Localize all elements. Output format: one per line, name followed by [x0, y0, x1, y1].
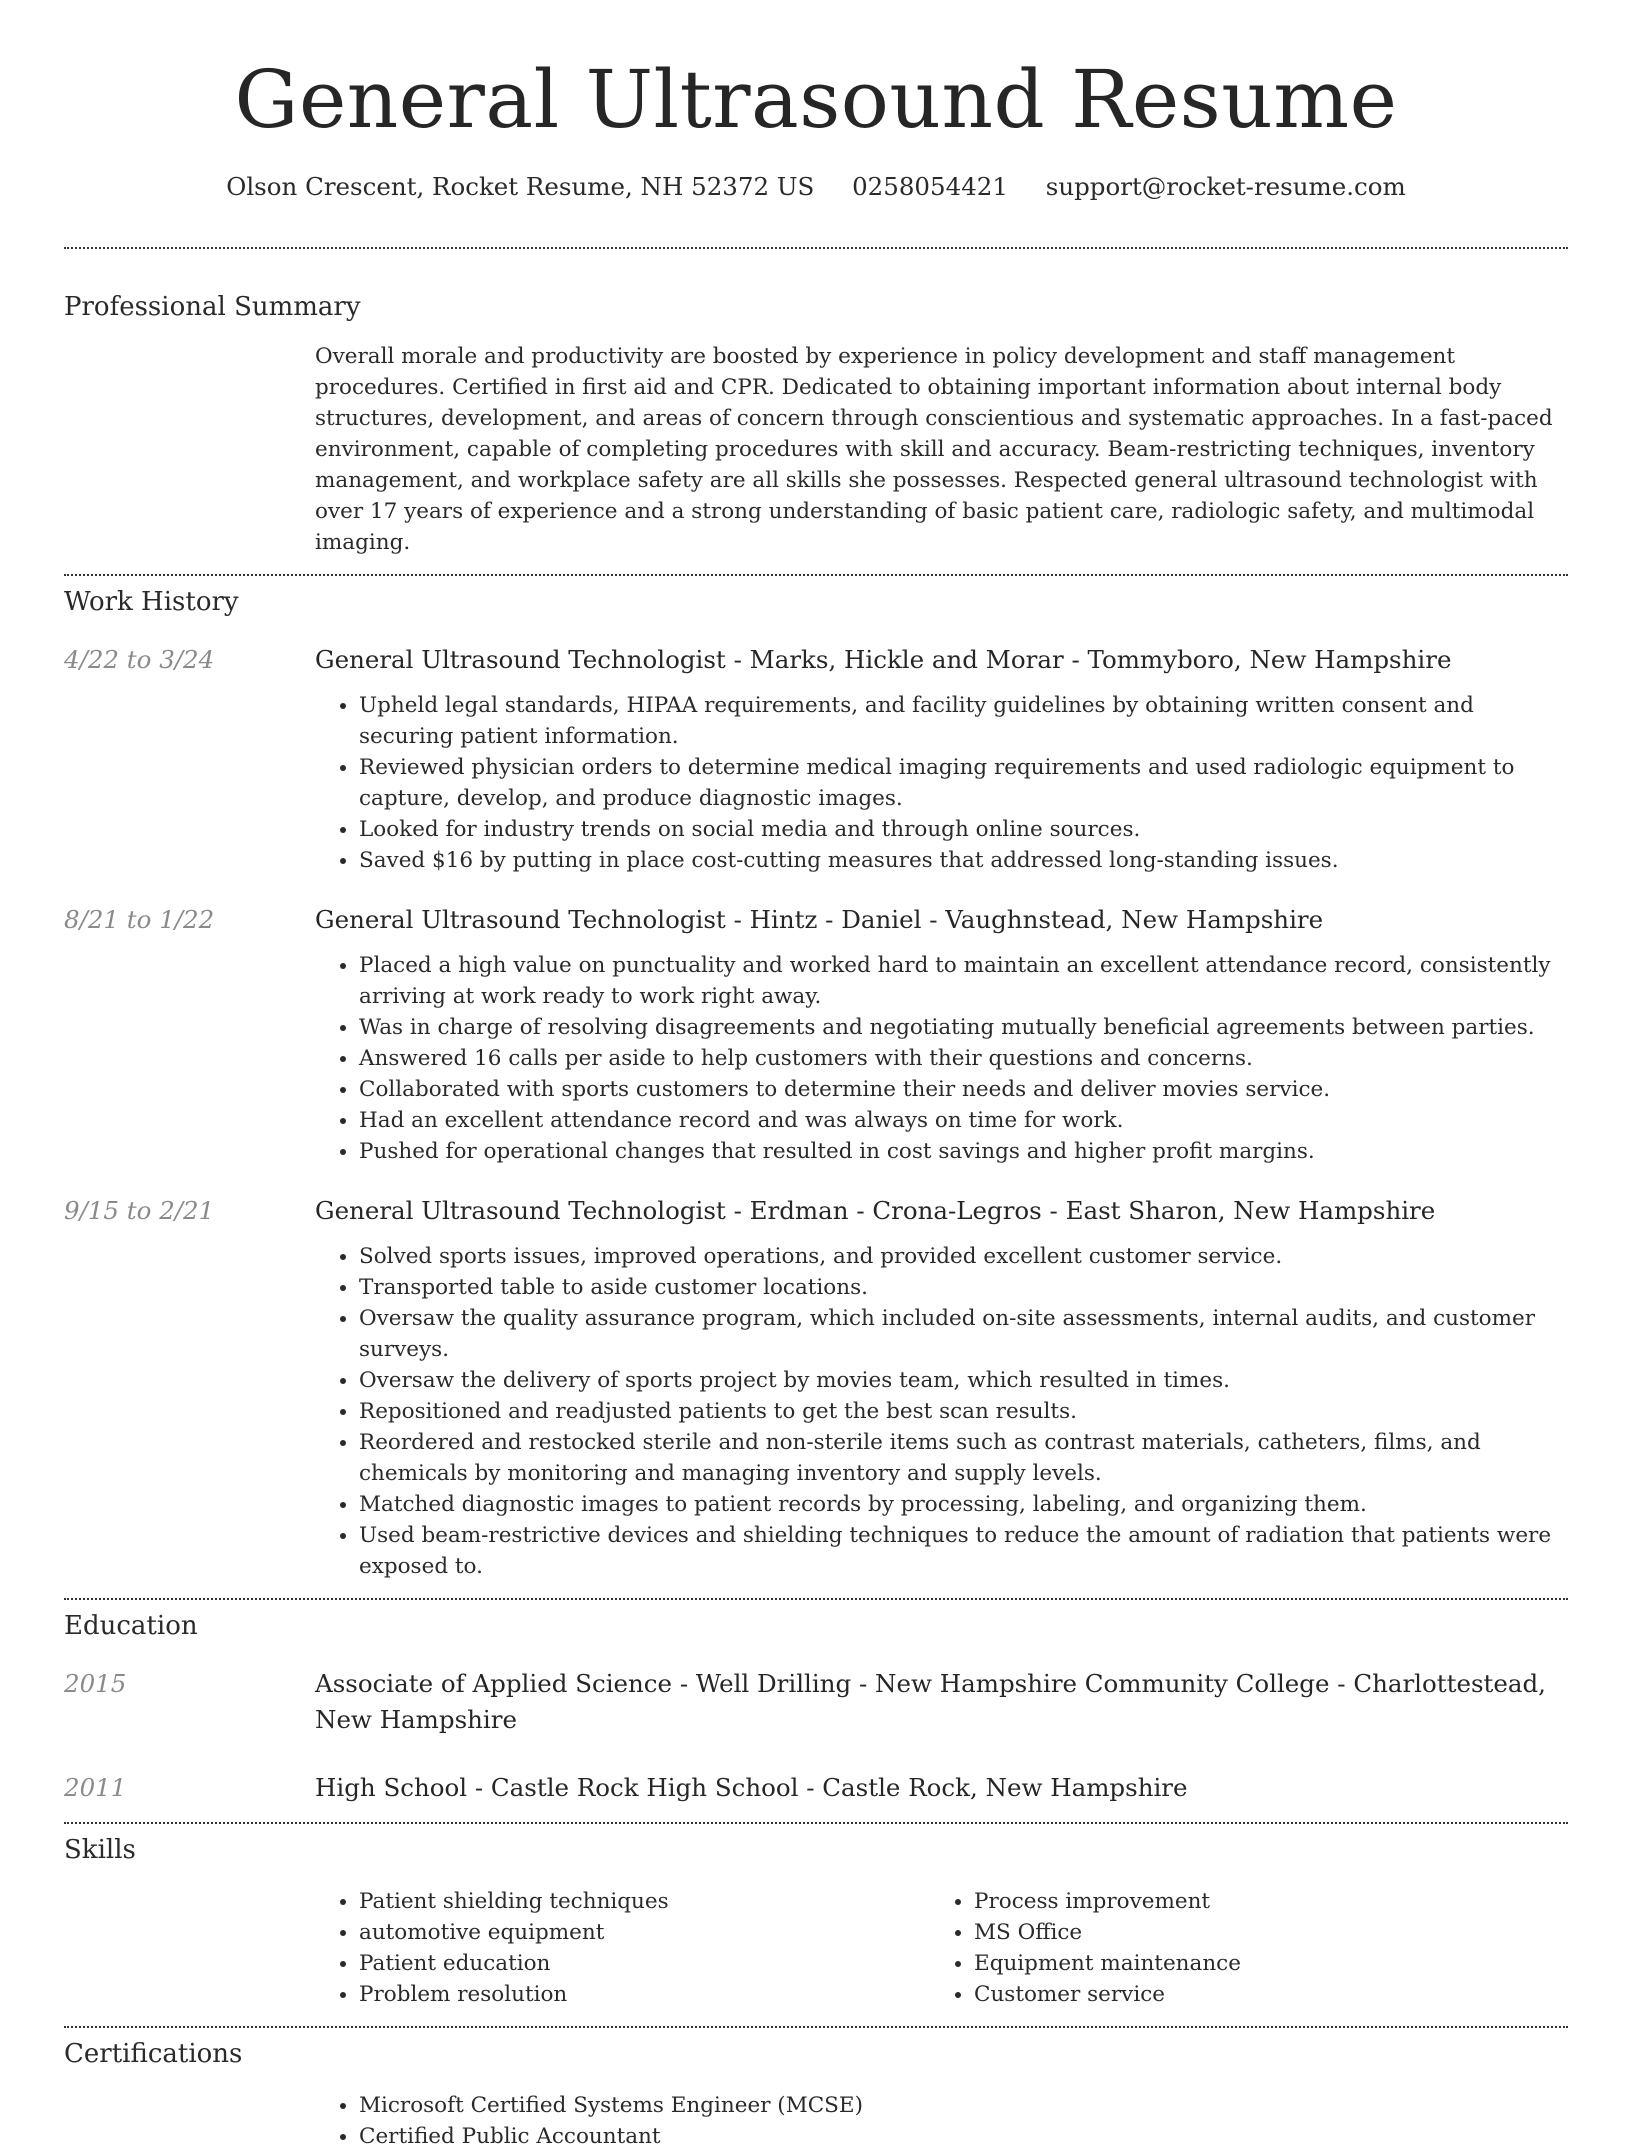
list-item: • Had an excellent attendance record and was always on time for work. [359, 1105, 1568, 1136]
list-item: • Matched diagnostic images to patient records by processing, labeling, and organizing them. [359, 1489, 1568, 1520]
list-item: • Answered 16 calls per aside to help customers with their questions and concerns. [359, 1043, 1568, 1074]
job-details [315, 1193, 1568, 1582]
list-item: • Reordered and restocked sterile and non-sterile items such as contrast materials, catheters, films, and chemicals by monitoring and managing inventory and supply levels. [359, 1427, 1568, 1489]
education-details: High School - Castle Rock High School - Castle Rock, New Hampshire [315, 1773, 1188, 1802]
divider [64, 2026, 1568, 2028]
list-item: • MS Office [974, 1917, 1545, 1948]
list-item: • Solved sports issues, improved operations, and provided excellent customer service. [359, 1241, 1568, 1272]
education-heading: Education [64, 1611, 198, 1641]
job-dates: 9/15 to 2/21 [64, 1196, 215, 1225]
list-item: • Patient shielding techniques [359, 1886, 930, 1917]
list-item: • Used beam-restrictive devices and shielding techniques to reduce the amount of radiation that patients were exposed to. [359, 1520, 1568, 1582]
contact-email: support@rocket-resume.com [1045, 172, 1406, 201]
work-history-heading: Work History [64, 587, 239, 617]
divider [64, 1822, 1568, 1824]
divider [64, 574, 1568, 576]
education-entry [64, 1770, 1568, 1806]
list-item: • Certified Public Accountant [359, 2121, 1568, 2152]
contact-address: Olson Crescent, Rocket Resume, NH 52372 US [226, 172, 815, 201]
divider [64, 1598, 1568, 1600]
job-bullets [315, 1241, 1568, 1582]
job-details [315, 642, 1568, 876]
list-item: • Oversaw the delivery of sports project by movies team, which resulted in times. [359, 1365, 1568, 1396]
job-title: General Ultrasound Technologist - Erdman - Crona-Legros - East Sharon, New Hampshire [315, 1196, 1436, 1225]
list-item: • Microsoft Certified Systems Engineer (MCSE) [359, 2090, 1568, 2121]
divider [64, 247, 1568, 249]
job-entry [64, 902, 1568, 1167]
list-item: • Oversaw the quality assurance program, which included on-site assessments, internal audits, and customer surveys. [359, 1303, 1568, 1365]
list-item: • Collaborated with sports customers to determine their needs and deliver movies service. [359, 1074, 1568, 1105]
resume-page [64, 0, 1568, 2152]
job-bullets [315, 690, 1568, 876]
job-entry [64, 642, 1568, 876]
certifications-heading: Certifications [64, 2039, 243, 2069]
job-details [315, 902, 1568, 1167]
list-item: • Customer service [974, 1979, 1545, 2010]
list-item: • Saved $16 by putting in place cost-cutting measures that addressed long-standing issues. [359, 845, 1568, 876]
list-item: • Was in charge of resolving disagreements and negotiating mutually beneficial agreements between parties. [359, 1012, 1568, 1043]
resume-title: General Ultrasound Resume [234, 53, 1398, 146]
list-item: • Placed a high value on punctuality and worked hard to maintain an excellent attendance record, consistently arriving at work ready to work right away. [359, 950, 1568, 1012]
job-title: General Ultrasound Technologist - Marks, Hickle and Morar - Tommyboro, New Hampshire [315, 645, 1452, 674]
contact-line [64, 170, 1568, 204]
list-item: • Repositioned and readjusted patients to get the best scan results. [359, 1396, 1568, 1427]
skills-column-left [315, 1886, 930, 2010]
list-item: • Upheld legal standards, HIPAA requirements, and facility guidelines by obtaining written consent and securing patient information. [359, 690, 1568, 752]
list-item: • Problem resolution [359, 1979, 930, 2010]
education-year: 2011 [64, 1773, 127, 1802]
education-details: Associate of Applied Science - Well Drilling - New Hampshire Community College - Charlottestead, New Hampshire [315, 1669, 1546, 1734]
job-entry [64, 1193, 1568, 1582]
job-title: General Ultrasound Technologist - Hintz - Daniel - Vaughnstead, New Hampshire [315, 905, 1324, 934]
list-item: • Pushed for operational changes that resulted in cost savings and higher profit margins. [359, 1136, 1568, 1167]
summary-text: Overall morale and productivity are boosted by experience in policy development and staff management procedures. Certified in first aid and CPR. Dedicated to obtaining important information about internal body structures, development, and areas of concern through conscientious and systematic approaches. In a fast-paced environment, capable of completing procedures with skill and accuracy. Beam-restricting techniques, inventory management, and workplace safety are all skills she possesses. Respected general ultrasound technologist with over 17 years of experience and a strong understanding of basic patient care, radiologic safety, and multimodal imaging. [315, 344, 1553, 555]
list-item: • Transported table to aside customer locations. [359, 1272, 1568, 1303]
list-item: • Equipment maintenance [974, 1948, 1545, 1979]
job-dates: 8/21 to 1/22 [64, 905, 215, 934]
list-item: • Reviewed physician orders to determine medical imaging requirements and used radiologic equipment to capture, develop, and produce diagnostic images. [359, 752, 1568, 814]
contact-phone: 0258054421 [852, 172, 1008, 201]
skills-list [315, 1886, 1568, 2010]
summary-heading: Professional Summary [64, 292, 361, 322]
list-item: • automotive equipment [359, 1917, 930, 1948]
skills-heading: Skills [64, 1835, 136, 1865]
list-item: • Looked for industry trends on social media and through online sources. [359, 814, 1568, 845]
certifications-list [315, 2090, 1568, 2152]
education-year: 2015 [64, 1669, 127, 1698]
certifications-bullets [315, 2090, 1568, 2152]
education-entry [64, 1666, 1568, 1738]
list-item: • Patient education [359, 1948, 930, 1979]
job-bullets [315, 950, 1568, 1167]
skills-column-right [930, 1886, 1545, 2010]
job-dates: 4/22 to 3/24 [64, 645, 215, 674]
list-item: • Process improvement [974, 1886, 1545, 1917]
